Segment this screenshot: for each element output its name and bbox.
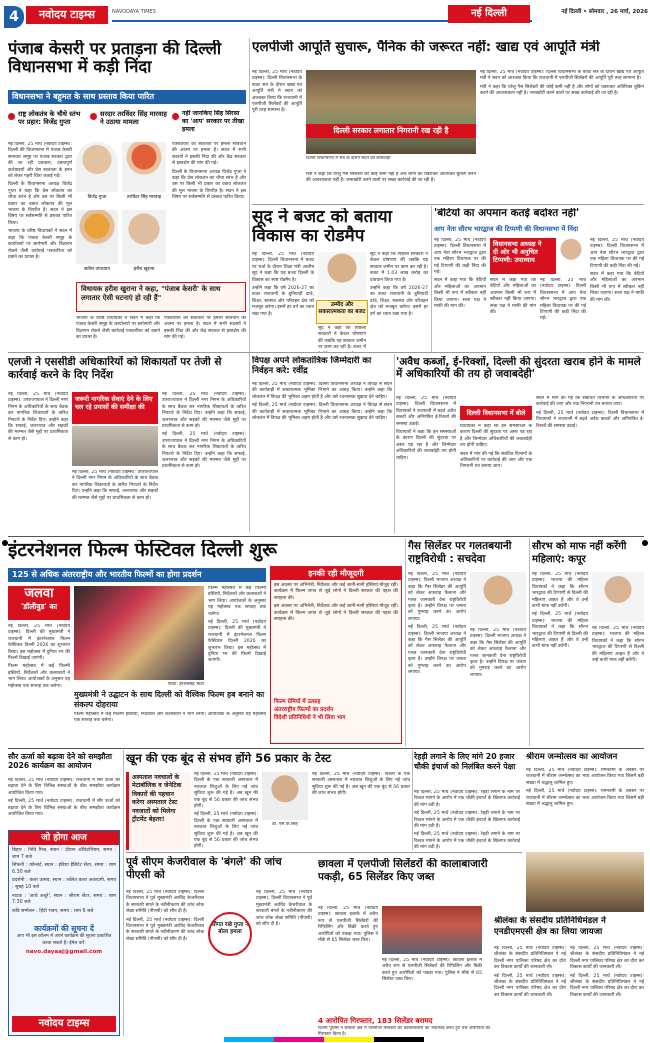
s8-sidebar-body: इस अवसर पर अभिनेत्री, निर्देशक और कई जानी-मानी हस्तियां मौजूद रहीं। कार्यक्रम में फिल्म जगत से जुड़े लोगों ने दिल्ली सरकार की पहल की सराहना की। इस अवसर पर अभिनेत्री, निर्देशक और कई जानी-मानी हस्तियां मौजूद रहीं। कार्यक्रम में फिल्म जगत से जुड़े लोगों ने दिल्ली सरकार की पहल की सराहना की। [274, 583, 398, 623]
s1-caption-4: हरीश खुराना [133, 267, 155, 272]
events-item: नाटक : 'आधे अधूरे', स्थान : श्रीराम सेंटर, समय : शाम 7.30 बजे [12, 893, 116, 906]
s12-photo [262, 772, 308, 820]
s1-body-col4: पत्रकारिता की स्वतंत्रता पर हमला संविधान की आत्मा पर हमला है। सदन में सभी सदस्यों ने इसकी निंदा की और केंद्र सरकार से हस्तक्षेप की मांग की गई। दिल्ली के विधानसभा अध्यक्ष विजेंद्र गुप्ता ने कहा कि प्रेस लोकतंत्र का चौथा स्तंभ है और उस पर किसी भी प्रकार का दबाव लोकतंत्र की मूल भावना के विपरीत है। सदन ने इस विषय पर सर्वसम्मति से प्रस्ताव पारित किया। [172, 142, 246, 201]
s15-headline: पूर्व सीएम केजरीवाल के 'बंगले' की जांच पीएसी को [126, 856, 282, 881]
rule-v6 [123, 750, 124, 1036]
s8-festival-photo [74, 586, 204, 680]
rule-v1 [249, 38, 250, 532]
s16-strip-body: दिल्ली पुलिस ने छावला क्षेत्र में एलपीजी सिलेंडरों की कालाबाजारी का भंडाफोड़ करते हुए चार आरोपितों को गिरफ्तार किया है। [318, 1026, 490, 1037]
s9-photo [470, 572, 526, 624]
s8-sidebar [270, 566, 402, 744]
s7-body-2: नई दिल्ली, 25 मार्च (नवोदय टाइम्स): उपराज्यपाल ने दिल्ली नगर निगम के अधिकारियों के साथ बैठक कर नागरिक शिकायतों के त्वरित निपटारे के निर्देश दिए। उन्होंने कहा कि सफाई, जलभराव और सड़कों की मरम्मत जैसे मुद्दों पर प्राथमिकता से काम हो। [72, 470, 158, 501]
s12-headline: खून की एक बूंद से संभव होंगे 56 प्रकार के टेस्ट [126, 752, 332, 765]
s1-caption-3: सतीश उपाध्याय [83, 267, 111, 272]
s1-caption-2: तरविंदर सिंह मारवाह [126, 195, 162, 200]
s10-photo [592, 572, 644, 622]
s1-kicker-3: नहीं जानकिए सिंह सिरसा का 'आप' सरकार पर तीखा हमला [172, 110, 246, 138]
s10-headline: सौरभ को माफ नहीं करेंगी महिलाएं: कपूर [532, 541, 627, 565]
s8-body-3: फिल्म महोत्सव में कई फिल्मी हस्तियों, निर्देशकों और कलाकारों ने भाग लिया। आयोजकों के अनुसार यह महोत्सव एक सप्ताह तक चलेगा। [74, 712, 266, 724]
section-tab: नई दिल्ली [448, 5, 530, 23]
s16-strip: 4 आरोपित गिरफ्तार, 183 सिलेंडर बरामद [318, 1016, 433, 1025]
s11-top-rule [8, 748, 644, 749]
s8-bullet-3: विदेशी प्रतिनिधियों ने भी लिया भाग [274, 715, 346, 721]
s12-body-2: नई दिल्ली, 25 मार्च (नवोदय टाइम्स): दिल्ली के एक सरकारी अस्पताल में नवजात शिशुओं के लिए नई जांच सुविधा शुरू की गई है। अब खून की एक बूंद से 56 प्रकार की जांच संभव होगी। [312, 772, 410, 797]
s16-body-2: नई दिल्ली, 25 मार्च (नवोदय टाइम्स): छावला इलाके में अवैध रूप से एलपीजी सिलेंडरों की रिफिलिंग और बिक्री करते हुए आरोपितों को पकड़ा गया। पुलिस ने मौके से 65 सिलेंडर जब्त किए। [382, 958, 482, 983]
masthead [0, 0, 650, 32]
s17-body-1: नई दिल्ली, 25 मार्च (नवोदय टाइम्स): श्रीलंका के संसदीय प्रतिनिधिमंडल ने नई दिल्ली नगर पालिका परिषद क्षेत्र का दौरा कर विकास कार्यों की जानकारी ली। नई दिल्ली, 25 मार्च (नवोदय टाइम्स): श्रीलंका के संसदीय प्रतिनिधिमंडल ने नई दिल्ली नगर पालिका परिषद क्षेत्र का दौरा कर विकास कार्यों की जानकारी ली। [494, 946, 566, 998]
s11-headline: सौर ऊर्जा को बढ़ावा देने को समझौता 2026 कार्यक्रम का आयोजन [8, 752, 112, 770]
s13-body: नई दिल्ली, 25 मार्च (नवोदय टाइम्स): रेहड़ी लगाने के नाम पर रिश्वत मांगने के आरोप में एक चौकी इंचार्ज के खिलाफ कार्रवाई की मांग उठी है। नई दिल्ली, 25 मार्च (नवोदय टाइम्स): रेहड़ी लगाने के नाम पर रिश्वत मांगने के आरोप में एक चौकी इंचार्ज के खिलाफ कार्रवाई की मांग उठी है। नई दिल्ली, 25 मार्च (नवोदय टाइम्स): रेहड़ी लगाने के नाम पर रिश्वत मांगने के आरोप में एक चौकी इंचार्ज के खिलाफ कार्रवाई की मांग उठी है। [414, 790, 520, 851]
s4-body-4: नई दिल्ली, 25 मार्च (नवोदय टाइम्स): दिल्ली विधानसभा में आप नेता सौरभ भारद्वाज द्वारा एक महिला विधायक पर की गई टिप्पणी की कड़ी निंदा की गई। सदन में कहा गया कि बेटियों और महिलाओं का अपमान किसी भी रूप में स्वीकार नहीं किया जाएगा। सत्ता पक्ष ने माफी की मांग की। [590, 238, 644, 303]
masthead-brand-small: NAVODAYA TIMES [112, 9, 156, 15]
events-note-title: कार्यक्रमों की सूचना दें [34, 924, 94, 934]
rule-h1 [252, 204, 644, 205]
s12-photo-caption: डॉ. एस.के.सिंह [272, 822, 298, 827]
events-item: सिंफनी : कॉन्सर्ट, स्थान : इंडिया हैबिटेट सेंटर, समय : शाम 6.30 बजे [12, 863, 116, 875]
s2-photo-caption-box: दिल्ली सरकार लगातार निगरानी रख रही है [306, 124, 476, 138]
rule-v4 [405, 538, 406, 746]
s2-assembly-photo [306, 70, 476, 154]
s3-photo-sood [318, 252, 366, 298]
rule-h3 [126, 852, 522, 853]
s6-headline: 'अवैध कब्जों, ई-रिक्शों, दिल्ली की सुंदरता खराब होने के मामले में अधिकारियों की तय हो जवाबदेही' [396, 356, 641, 380]
s7-photo [72, 426, 158, 466]
s6-body-1: नई दिल्ली, 25 मार्च (नवोदय टाइम्स): दिल्ली विधानसभा में विधायकों ने राजधानी में बढ़ते अवैध कब्जों और अनियंत्रित ई-रिक्शों की समस्या उठाई। विधायकों ने कहा कि इन समस्याओं के कारण दिल्ली की सुंदरता पर असर पड़ रहा है और जिम्मेदार अधिकारियों की जवाबदेही तय होनी चाहिए। [396, 396, 456, 461]
s7-box: जरूरी नागरिक सेवाएं देने के लिए चल रहे प्रयासों की समीक्षा की [72, 392, 158, 424]
s3-headline: सूद ने बजट को बताया विकास का रोडमैप [252, 208, 393, 246]
s7-body-3: नई दिल्ली, 25 मार्च (नवोदय टाइम्स): उपराज्यपाल ने दिल्ली नगर निगम के अधिकारियों के साथ बैठक कर नागरिक शिकायतों के त्वरित निपटारे के निर्देश दिए। उन्होंने कहा कि सफाई, जलभराव और सड़कों की मरम्मत जैसे मुद्दों पर प्राथमिकता से काम हो। नई दिल्ली, 25 मार्च (नवोदय टाइम्स): उपराज्यपाल ने दिल्ली नगर निगम के अधिकारियों के साथ बैठक कर नागरिक शिकायतों के त्वरित निपटारे के निर्देश दिए। उन्होंने कहा कि सफाई, जलभराव और सड़कों की मरम्मत जैसे मुद्दों पर प्राथमिकता से काम हो। [162, 392, 246, 470]
s15-badge: सौगत रखे गुप्ता ने बोला हमला [208, 912, 252, 956]
s17-headline: श्रीलंका के संसदीय प्रतिनिधिमंडल ने एनडीएमएसी क्षेत्र का लिया जायजा [494, 916, 606, 937]
s8-subhead-bar: 125 से अधिक अंतरराष्ट्रीय और भारतीय फिल्मों का होगा प्रदर्शन [8, 568, 266, 582]
s2-photo-caption: दिल्ली विधानसभा में सत्र के दौरान सदन की कार्यवाही [306, 156, 391, 161]
s1-kicker-2: सरदार तरविंदर सिंह मारवाह ने उठाया मामला [90, 110, 168, 138]
s15-body-2: नई दिल्ली, 25 मार्च (नवोदय टाइम्स): दिल्ली विधानसभा ने पूर्व मुख्यमंत्री अरविंद केजरीवाल के सरकारी बंगले के नवीनीकरण की जांच लोक लेखा समिति (पीएसी) को सौंप दी है। [256, 890, 312, 928]
s1-photo-khurana [122, 210, 166, 264]
s8-body-1: नई दिल्ली, 25 मार्च (नवोदय टाइम्स): दिल्ली की मुख्यमंत्री ने राजधानी में इंटरनेशनल फिल्म फेस्टिवल दिल्ली 2026 का शुभारंभ किया। इस महोत्सव में दुनिया भर की फिल्में दिखाई जाएंगी। फिल्म महोत्सव में कई फिल्मी हस्तियों, निर्देशकों और कलाकारों ने भाग लिया। आयोजकों के अनुसार यह महोत्सव एक सप्ताह तक चलेगा। [8, 624, 70, 689]
s8-body-2: फिल्म महोत्सव में कई फिल्मी हस्तियों, निर्देशकों और कलाकारों ने भाग लिया। आयोजकों के अनुसार यह महोत्सव एक सप्ताह तक चलेगा। नई दिल्ली, 25 मार्च (नवोदय टाइम्स): दिल्ली की मुख्यमंत्री ने राजधानी में इंटरनेशनल फिल्म फेस्टिवल दिल्ली 2026 का शुभारंभ किया। इस महोत्सव में दुनिया भर की फिल्में दिखाई जाएंगी। [208, 586, 266, 664]
s8-bottom-strip: मुख्यमंत्री ने उद्घाटन के साथ दिल्ली को वैश्विक फिल्म हब बनाने का संकल्प दोहराया [74, 690, 265, 709]
s1-photo-marwah [122, 142, 166, 192]
s8-headline: इंटरनेशनल फिल्म फेस्टिवल दिल्ली शुरू [8, 540, 277, 561]
s8-sidebar-title: इनकी रही मौजूदगी [271, 567, 401, 580]
s3-body-2: सूद ने कहा कि पिछली सरकारों ने केवल घोषणाएं कीं जबकि यह सरकार जमीन पर काम कर रही है। बजट में [318, 326, 366, 351]
s10-body-1: नई दिल्ली, 25 मार्च (नवोदय टाइम्स): भाजपा की महिला विधायकों ने कहा कि सौरभ भारद्वाज की टिप्पणी से दिल्ली की महिलाएं आहत हैं और वे उन्हें कभी माफ नहीं करेंगी। नई दिल्ली, 25 मार्च (नवोदय टाइम्स): भाजपा की महिला विधायकों ने कहा कि सौरभ भारद्वाज की टिप्पणी से दिल्ली की महिलाएं आहत हैं और वे उन्हें कभी माफ नहीं करेंगी। [532, 572, 588, 650]
color-bar [224, 1037, 424, 1042]
s8-bullet-2: अंतरराष्ट्रीय फिल्मों का प्रदर्शन [274, 707, 334, 713]
s9-headline: गैस सिलेंडर पर गलतबयानी राष्ट्रविरोधी : सचदेवा [408, 540, 512, 565]
s1-photo-upadhyay [76, 210, 118, 264]
s7-body-1: नई दिल्ली, 25 मार्च (नवोदय टाइम्स): उपराज्यपाल ने दिल्ली नगर निगम के अधिकारियों के साथ बैठक कर नागरिक शिकायतों के त्वरित निपटारे के निर्देश दिए। उन्होंने कहा कि सफाई, जलभराव और सड़कों की मरम्मत जैसे मुद्दों पर प्राथमिकता से काम हो। [8, 392, 68, 442]
s15-body-1: नई दिल्ली, 25 मार्च (नवोदय टाइम्स): दिल्ली विधानसभा ने पूर्व मुख्यमंत्री अरविंद केजरीवाल के सरकारी बंगले के नवीनीकरण की जांच लोक लेखा समिति (पीएसी) को सौंप दी है। नई दिल्ली, 25 मार्च (नवोदय टाइम्स): दिल्ली विधानसभा ने पूर्व मुख्यमंत्री अरविंद केजरीवाल के सरकारी बंगले के नवीनीकरण की जांच लोक लेखा समिति (पीएसी) को सौंप दी है। [126, 890, 204, 942]
events-title: जो होगा आज [9, 831, 119, 845]
page-number-badge: 4 [4, 6, 24, 28]
s1-body-col1: नई दिल्ली, 25 मार्च (नवोदय टाइम्स): दिल्ली की विधानसभा में पंजाब केसरी समाचार समूह पर पंजाब सरकार द्वारा की जा रही प्रताड़ना, दबावपूर्ण कार्रवाइयों और प्रेस स्वतंत्रता के हनन को लेकर गहरी चिंता जताई गई। दिल्ली के विधानसभा अध्यक्ष विजेंद्र गुप्ता ने कहा कि प्रेस लोकतंत्र का चौथा स्तंभ है और उस पर किसी भी प्रकार का दबाव लोकतंत्र की मूल भावना के विपरीत है। सदन ने इस विषय पर सर्वसम्मति से प्रस्ताव पारित किया। भाजपा के वरिष्ठ विधायकों ने सदन में कहा कि पंजाब केसरी समूह के कार्यालयों पर छापेमारी और विज्ञापन रोकने जैसी कार्रवाई पत्रकारिता को दबाने का प्रयास है। [8, 142, 72, 260]
dateline: नई दिल्ली • सोमवार , 26 मार्च, 2026 [561, 9, 648, 15]
s8-photo-caption: फोटो: हरीशसिंह भाटी [168, 682, 204, 687]
rule-v5 [529, 538, 530, 746]
s6-body-3: सदन में मांग की गई कि संबंधित विभागों के अधिकारियों पर कार्रवाई की जाए और एक निगरानी तंत्र बनाया जाए। नई दिल्ली, 25 मार्च (नवोदय टाइम्स): दिल्ली विधानसभा में विधायकों ने राजधानी में बढ़ते अवैध कब्जों और अनियंत्रित ई-रिक्शों की समस्या उठाई। [536, 396, 644, 429]
events-footer-logo: नवोदय टाइम्स [12, 1016, 116, 1032]
s5-headline: विपक्ष अपने लोकतांत्रिक जिम्मेदारी का निर्वहन करे: रवींद्र [252, 356, 372, 376]
s1-subhead-bar: विधानसभा ने बहुमत के साथ प्रस्ताव किया पारित [8, 90, 246, 104]
events-list [9, 845, 119, 920]
s4-photo [556, 236, 586, 274]
s5-body: नई दिल्ली, 25 मार्च (नवोदय टाइम्स): दिल्ली विधानसभा अध्यक्ष ने विपक्ष से सदन की कार्यवाही में सकारात्मक भूमिका निभाने का आग्रह किया। उन्होंने कहा कि लोकतंत्र में विपक्ष की भूमिका अहम होती है और उसे रचनात्मक सुझाव देने चाहिए। नई दिल्ली, 25 मार्च (नवोदय टाइम्स): दिल्ली विधानसभा अध्यक्ष ने विपक्ष से सदन की कार्यवाही में सकारात्मक भूमिका निभाने का आग्रह किया। उन्होंने कहा कि लोकतंत्र में विपक्ष की भूमिका अहम होती है और उसे रचनात्मक सुझाव देने चाहिए। [252, 382, 392, 422]
s4-body-1: नई दिल्ली, 25 मार्च (नवोदय टाइम्स): दिल्ली विधानसभा में आप नेता सौरभ भारद्वाज द्वारा एक महिला विधायक पर की गई टिप्पणी की कड़ी निंदा की गई। सदन में कहा गया कि बेटियों और महिलाओं का अपमान किसी भी रूप में स्वीकार नहीं किया जाएगा। सत्ता पक्ष ने माफी की मांग की। [434, 238, 486, 310]
s12-box: अस्पताल नवचालों के मेटाबॉलिक व जेनेटिक विकारों की पहचान करेगा अस्पताल टेस्ट नवजातों को मिलेगा ट्रीटमेंट बेहतर! [126, 772, 190, 850]
s13-headline: रेहड़ी लगाने के लिए मांगे 20 हजार चौकी इंचार्ज को निलंबित करने पेक्षा [414, 752, 516, 771]
s8-jalwa-line1: जलवा [24, 586, 54, 601]
s8-jalwa-line2: 'डॉलीवुड' का [20, 602, 58, 611]
s16-photo [382, 906, 482, 954]
s4-subhead: आप नेता सौरभ भारद्वाज की टिप्पणी की विधानसभा में निंदा [434, 225, 579, 233]
s3-badge: उम्मीद और सकारात्मकता का बजट [316, 300, 368, 324]
s2-body-left: नई दिल्ली, 25 मार्च (नवोदय टाइम्स): दिल्ली विधानसभा के बजट सत्र के दौरान खाद्य एवं आपूर्ति मंत्री ने सदन को आश्वस्त किया कि राजधानी में एलपीजी सिलेंडरों की आपूर्ति पूरी तरह सामान्य है। [252, 70, 302, 114]
s7-headline: एलजी ने एससीडी अधिकारियों को शिकायतों पर तेजी से कार्रवाई करने के दिए निर्देश [8, 356, 222, 381]
s1-body-col2: भाजपा के वरिष्ठ विधायकों ने सदन में कहा कि पंजाब केसरी समूह के कार्यालयों पर छापेमारी और विज्ञापन रोकने जैसी कार्रवाई पत्रकारिता को दबाने का प्रयास है। [76, 316, 160, 341]
s11-body: नई दिल्ली, 25 मार्च (नवोदय टाइम्स): राजधानी में सौर ऊर्जा को बढ़ावा देने के लिए विभिन्न संस्थाओं के बीच समझौता कार्यक्रम आयोजित किया गया। नई दिल्ली, 25 मार्च (नवोदय टाइम्स): राजधानी में सौर ऊर्जा को बढ़ावा देने के लिए विभिन्न संस्थाओं के बीच समझौता कार्यक्रम आयोजित किया गया। [8, 778, 120, 818]
registration-mark-right [642, 540, 648, 546]
rule-v7 [412, 750, 413, 850]
s17-body-2: नई दिल्ली, 25 मार्च (नवोदय टाइम्स): श्रीलंका के संसदीय प्रतिनिधिमंडल ने नई दिल्ली नगर पालिका परिषद क्षेत्र का दौरा कर विकास कार्यों की जानकारी ली। नई दिल्ली, 25 मार्च (नवोदय टाइम्स): श्रीलंका के संसदीय प्रतिनिधिमंडल ने नई दिल्ली नगर पालिका परिषद क्षेत्र का दौरा कर विकास कार्यों की जानकारी ली। [570, 946, 644, 998]
registration-mark-left [2, 540, 8, 546]
s1-caption-1: विजेंद्र गुप्ता [87, 195, 107, 200]
masthead-logo: नवोदय टाइम्स [26, 6, 108, 24]
s2-body-mid: मंत्री ने कहा कि घरेलू गैस सिलेंडरों की कोई कमी नहीं है और लोगों को घबराकर अतिरिक्त बुकिंग करने की आवश्यकता नहीं है। जमाखोरी करने वालों पर सख्त कार्रवाई की जा रही है। [306, 172, 476, 184]
s1-body-col3: पत्रकारिता की स्वतंत्रता पर हमला संविधान की आत्मा पर हमला है। सदन में सभी सदस्यों ने इसकी निंदा की और केंद्र सरकार से हस्तक्षेप की मांग की गई। [164, 316, 246, 341]
events-item: प्रदर्शनी : कला उत्सव, स्थान : ललित कला अकादमी, समय : सुबह 10 बजे [12, 878, 116, 890]
s6-box: दिल्ली विधानसभा में बोले [460, 406, 532, 420]
s17-photo [526, 852, 644, 912]
s1-quote-box: विधायक हरीश खुराना ने कहा, "पंजाब केसरी' के साथ लगातार ऐसी घटनाएं हो रही हैं" [76, 282, 246, 312]
s12-body-1: नई दिल्ली, 25 मार्च (नवोदय टाइम्स): दिल्ली के एक सरकारी अस्पताल में नवजात शिशुओं के लिए नई जांच सुविधा शुरू की गई है। अब खून की एक बूंद से 56 प्रकार की जांच संभव होगी। नई दिल्ली, 25 मार्च (नवोदय टाइम्स): दिल्ली के एक सरकारी अस्पताल में नवजात शिशुओं के लिए नई जांच सुविधा शुरू की गई है। अब खून की एक बूंद से 56 प्रकार की जांच संभव होगी। [194, 772, 258, 850]
s1-kicker-1: राष्ट्र लोकतंत्र के चौथे स्तंभ पर प्रहार: विजेंद्र गुप्ता [8, 110, 86, 138]
rule-h2 [8, 352, 644, 353]
s1-headline: पंजाब केसरी पर प्रताड़ना की दिल्ली विधानसभा में कड़ी निंदा [8, 40, 222, 77]
s16-headline: छावला में एलपीजी सिलेंडरों की कालाबाजारी पकड़ी, 65 सिलेंडर किए जब्त [318, 858, 488, 883]
s4-headline: 'बेटियों का अपमान कतई बर्दाश्त नहीं' [434, 208, 580, 219]
events-item: बिहार : निधि मिश्र, स्थान : दीवान ऑडिटोरियम, समय : शाम 7 बजे [12, 848, 116, 860]
s14-body: नई दिल्ली, 25 मार्च (नवोदय टाइम्स): रामनवमी के अवसर पर राजधानी में श्रीराम जन्मोत्सव का भव्य आयोजन किया गया जिसमें बड़ी संख्या में श्रद्धालु शामिल हुए। नई दिल्ली, 25 मार्च (नवोदय टाइम्स): रामनवमी के अवसर पर राजधानी में श्रीराम जन्मोत्सव का भव्य आयोजन किया गया जिसमें बड़ी संख्या में श्रद्धालु शामिल हुए। [526, 768, 644, 808]
s4-body-2: सदन में कहा गया कि बेटियों और महिलाओं का अपमान किसी भी रूप में स्वीकार नहीं किया जाएगा। सत्ता पक्ष ने माफी की मांग की। [490, 278, 536, 316]
events-box [8, 830, 120, 1036]
rule-v3 [394, 354, 395, 534]
s10-body-2: नई दिल्ली, 25 मार्च (नवोदय टाइम्स): भाजपा की महिला विधायकों ने कहा कि सौरभ भारद्वाज की टिप्पणी से दिल्ली की महिलाएं आहत हैं और वे उन्हें कभी माफ नहीं करेंगी। [592, 626, 644, 664]
rule-v2 [431, 206, 432, 352]
s3-body-3: सूद ने कहा कि पिछली सरकारों ने केवल घोषणाएं कीं जबकि यह सरकार जमीन पर काम कर रही है। बजट में 1.03 लाख करोड़ का प्रावधान किया गया है। उन्होंने कहा कि वर्ष 2026-27 का बजट राजधानी के बुनियादी ढांचे, शिक्षा, स्वास्थ्य और परिवहन क्षेत्र को मजबूत करेगा। इसमें हर वर्ग का ध्यान रखा गया है। [370, 252, 428, 317]
s9-body-1: नई दिल्ली, 25 मार्च (नवोदय टाइम्स): दिल्ली भाजपा अध्यक्ष ने कहा कि गैस सिलेंडर की आपूर्ति को लेकर अफवाह फैलाना और गलत जानकारी देना राष्ट्रविरोधी कृत्य है। उन्होंने विपक्ष पर जनता को गुमराह करने का आरोप लगाया। नई दिल्ली, 25 मार्च (नवोदय टाइम्स): दिल्ली भाजपा अध्यक्ष ने कहा कि गैस सिलेंडर की आपूर्ति को लेकर अफवाह फैलाना और गलत जानकारी देना राष्ट्रविरोधी कृत्य है। उन्होंने विपक्ष पर जनता को गुमराह करने का आरोप लगाया। [408, 572, 466, 676]
s2-headline: एलपीजी आपूर्ति सुचारू, पैनिक की जरूरत नहीं: खाद्य एवं आपूर्ति मंत्री [252, 40, 600, 55]
s4-box: विधानसभा अध्यक्ष ने दी ओर भी अनुचित टिप्पणी: उपाध्याय [490, 238, 582, 274]
s2-body-right: नई दिल्ली, 25 मार्च (नवोदय टाइम्स): दिल्ली विधानसभा के बजट सत्र के दौरान खाद्य एवं आपूर्ति मंत्री ने सदन को आश्वस्त किया कि राजधानी में एलपीजी सिलेंडरों की आपूर्ति पूरी तरह सामान्य है। मंत्री ने कहा कि घरेलू गैस सिलेंडरों की कोई कमी नहीं है और लोगों को घबराकर अतिरिक्त बुकिंग करने की आवश्यकता नहीं है। जमाखोरी करने वालों पर सख्त कार्रवाई की जा रही है। [480, 70, 644, 97]
s16-body-1: नई दिल्ली, 25 मार्च (नवोदय टाइम्स): छावला इलाके में अवैध रूप से एलपीजी सिलेंडरों की रिफिलिंग और बिक्री करते हुए आरोपितों को पकड़ा गया। पुलिस ने मौके से 65 सिलेंडर जब्त किए। [318, 906, 378, 944]
s8-bullet-1: फिल्म प्रेमियों में उत्साह [274, 699, 321, 705]
s6-body-2: विधायकों ने कहा कि इन समस्याओं के कारण दिल्ली की सुंदरता पर असर पड़ रहा है और जिम्मेदार अधिकारियों की जवाबदेही तय होनी चाहिए। सदन में मांग की गई कि संबंधित विभागों के अधिकारियों पर कार्रवाई की जाए और एक निगरानी तंत्र बनाया जाए। [460, 424, 532, 470]
s4-body-3: नई दिल्ली, 25 मार्च (नवोदय टाइम्स): दिल्ली विधानसभा में आप नेता सौरभ भारद्वाज द्वारा एक महिला विधायक पर की गई टिप्पणी की कड़ी निंदा की गई। [540, 278, 586, 322]
s9-body-2: नई दिल्ली, 25 मार्च (नवोदय टाइम्स): दिल्ली भाजपा अध्यक्ष ने कहा कि गैस सिलेंडर की आपूर्ति को लेकर अफवाह फैलाना और गलत जानकारी देना राष्ट्रविरोधी कृत्य है। उन्होंने विपक्ष पर जनता को गुमराह करने का आरोप लगाया। [470, 628, 526, 678]
events-note: आप भी इस कॉलम में अपने कार्यक्रम की सूचना प्रकाशित करवा सकते हैं। ईमेल करें: [16, 934, 112, 946]
events-email[interactable]: navo.dayaaj@gmail.com [25, 949, 103, 956]
s3-body-1: नई दिल्ली, 25 मार्च (नवोदय टाइम्स): दिल्ली विधानसभा में बजट पर चर्चा के दौरान शिक्षा मंत्री आशीष सूद ने कहा कि यह बजट दिल्ली के विकास का स्पष्ट रोडमैप है। उन्होंने कहा कि वर्ष 2026-27 का बजट राजधानी के बुनियादी ढांचे, शिक्षा, स्वास्थ्य और परिवहन क्षेत्र को मजबूत करेगा। इसमें हर वर्ग का ध्यान रखा गया है। [252, 252, 314, 317]
s8-top-rule [8, 536, 644, 537]
s8-jalwa-box [8, 586, 70, 620]
events-item: कवि सम्मेलन : हिंदी भवन, समय : शाम 6 बजे [12, 908, 94, 914]
s14-headline: श्रीराम जन्मोत्सव का आयोजन [526, 752, 618, 761]
s1-photo-gupta [76, 142, 118, 192]
